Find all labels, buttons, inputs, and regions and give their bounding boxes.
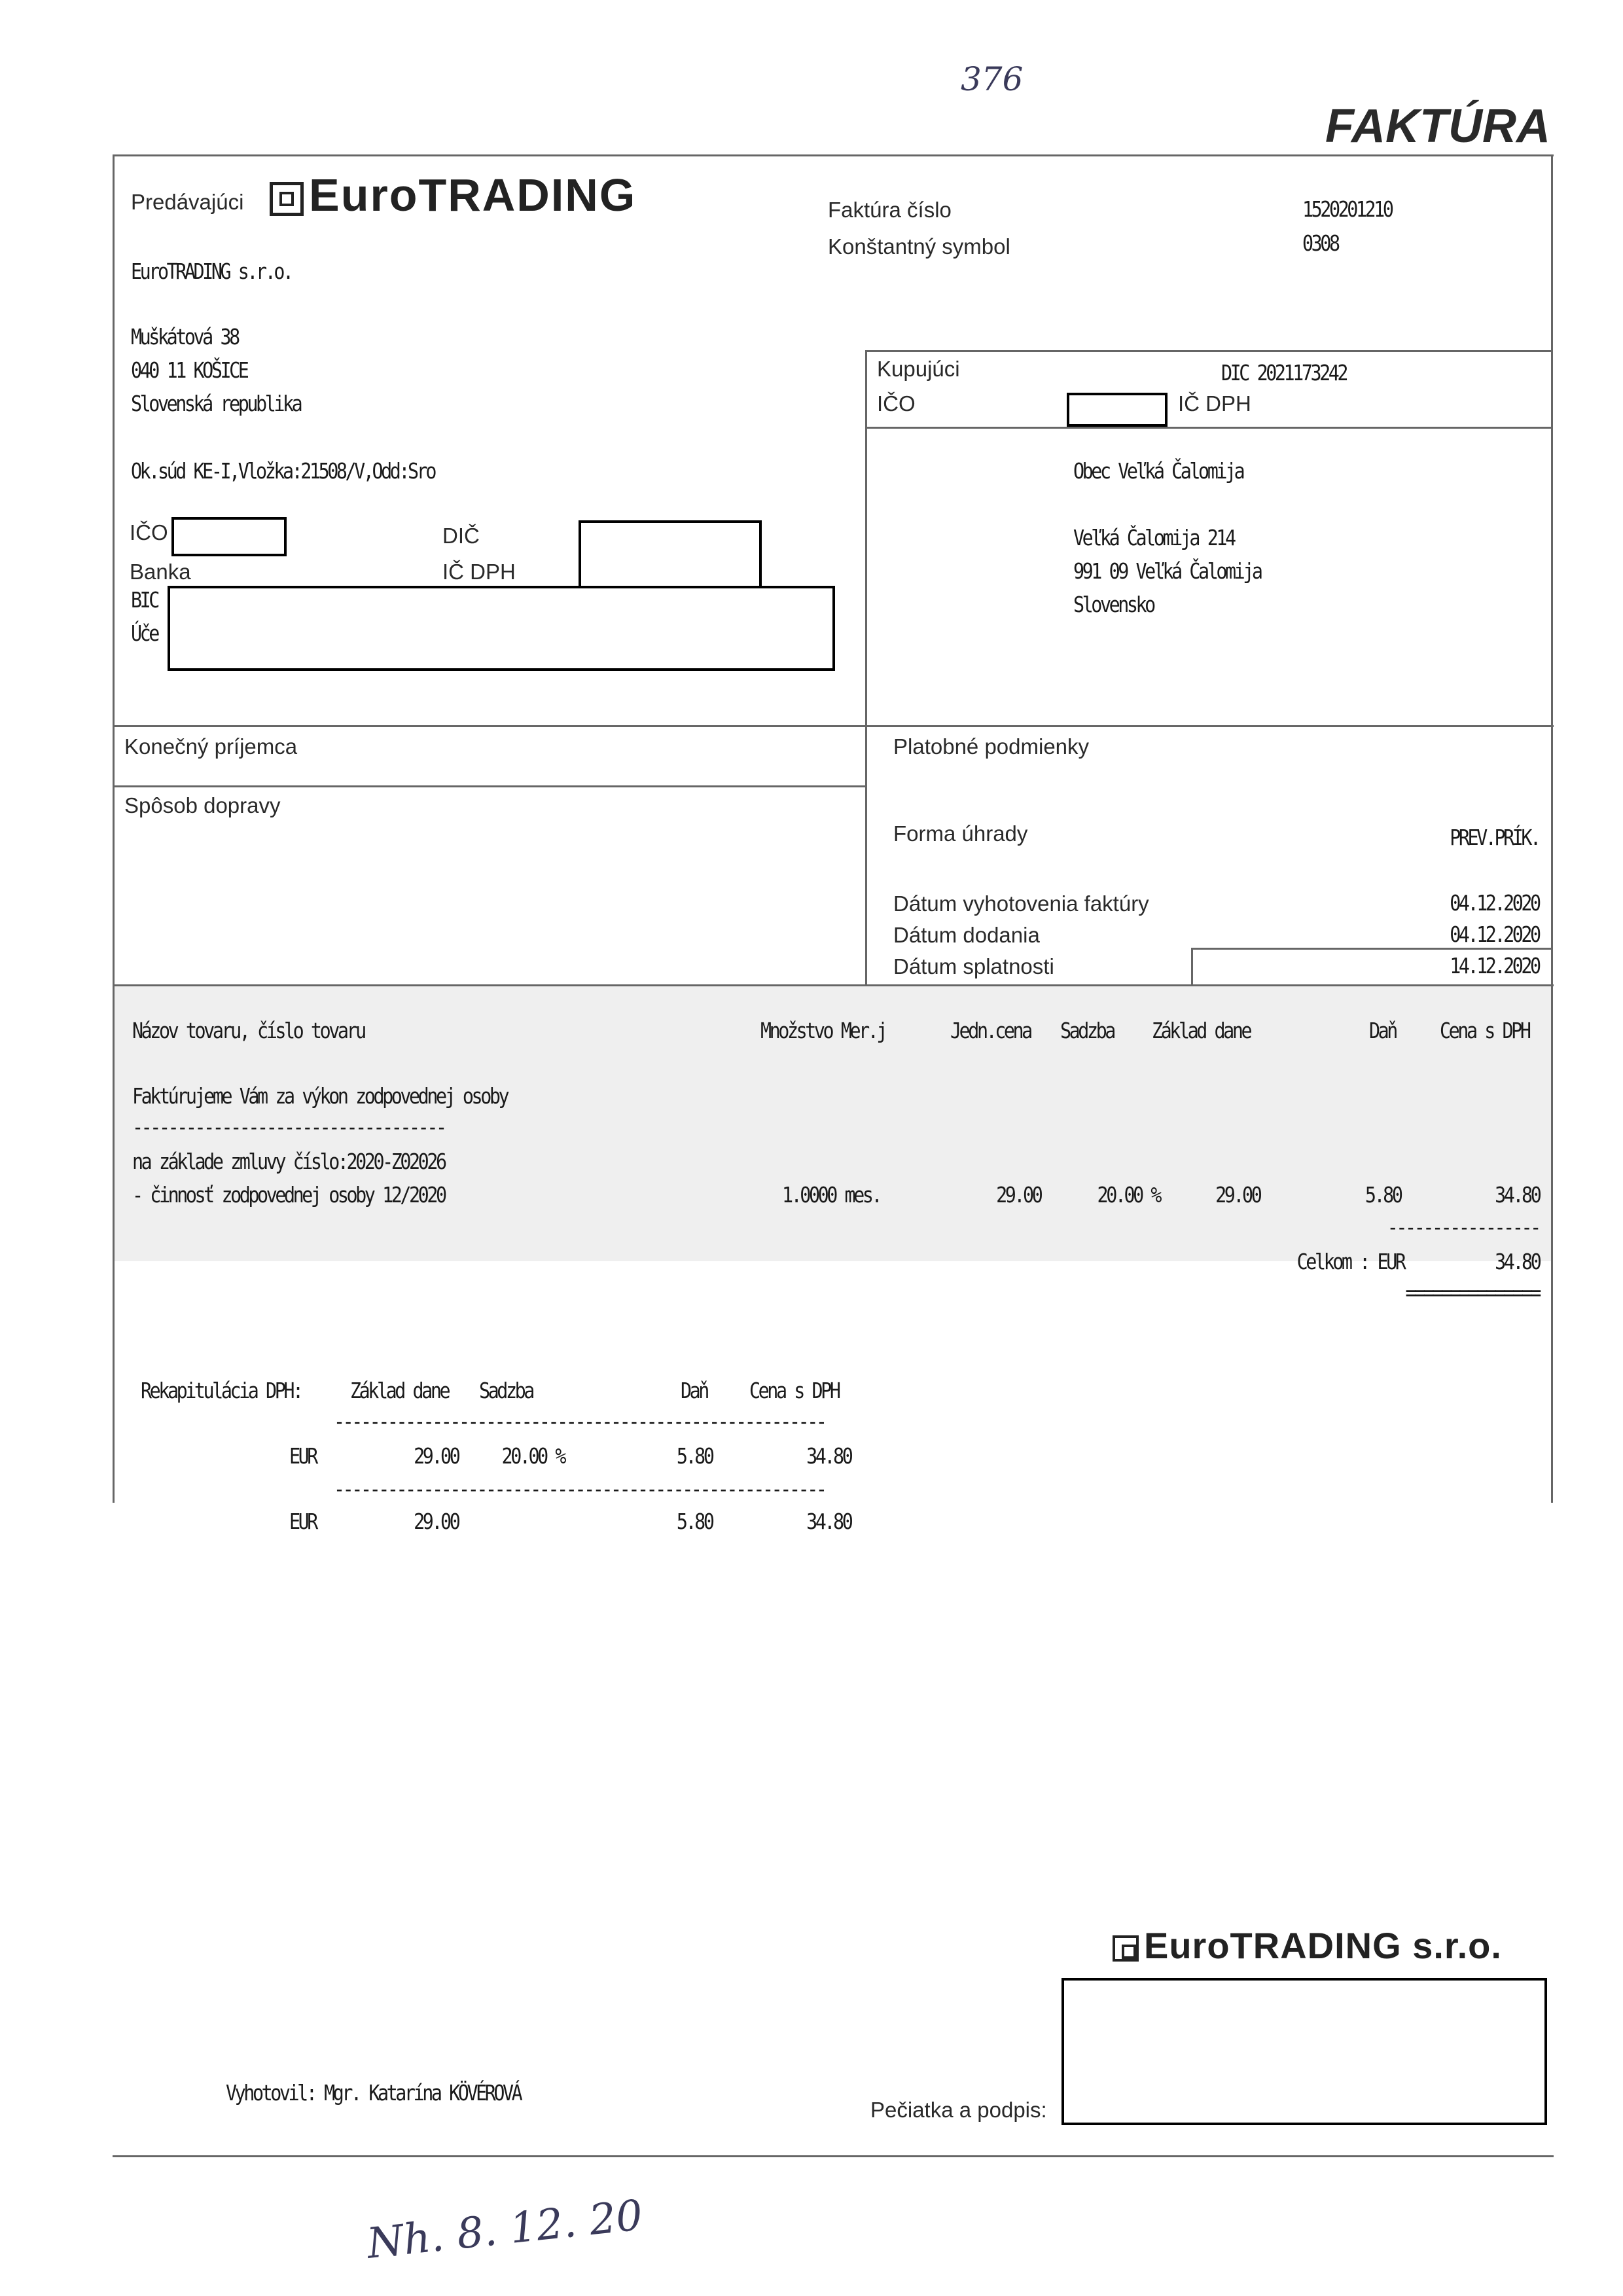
buyer-dic: DIC 2021173242 [1221,360,1347,386]
seller-dic-label: DIČ [442,524,480,548]
vat-recap-r1-base: 29.00 [413,1443,458,1469]
handwritten-note: Nh. 8. 12. 20 [365,2191,645,2269]
constant-symbol: 0308 [1302,230,1338,256]
item-qty: 1.0000 mes. [782,1182,881,1208]
payment-form: PREV.PRÍK. [1450,825,1539,850]
item-rate: 20.00 % [1097,1182,1160,1208]
seller-name: EuroTRADING s.r.o. [131,259,292,284]
seller-city: 040 11 KOŠICE [131,357,247,383]
vat-recap-r1-tax: 5.80 [676,1443,712,1469]
col-header-name: Názov tovaru, číslo tovaru [132,1018,365,1043]
item-total: 34.80 [1494,1182,1539,1208]
sum-value: 34.80 [1494,1249,1539,1274]
sum-label: Celkom : EUR [1296,1249,1404,1274]
vat-recap-r2-total: 34.80 [806,1509,851,1534]
col-header-unit-price: Jedn.cena [950,1018,1031,1043]
col-header-tax: Daň [1369,1018,1396,1043]
redacted-bank-account [168,586,835,671]
col-header-total: Cena s DPH [1440,1018,1529,1043]
vat-recap-r1-total: 34.80 [806,1443,851,1469]
item-line-contract: na základe zmluvy číslo:2020-Z02026 [132,1149,445,1174]
buyer-ico-label: IČO [877,391,916,416]
col-header-rate: Sadzba [1060,1018,1114,1043]
transport-method-label: Spôsob dopravy [124,793,281,817]
item-intro: Faktúrujeme Vám za výkon zodpovednej osoby [132,1083,508,1109]
stamp-logo-icon [1113,1935,1139,1962]
stamp-logo [1113,1924,1502,1967]
seller-logo [270,169,636,221]
constant-symbol-label: Konštantný symbol [828,234,1010,259]
delivery-date-label: Dátum dodania [893,923,1040,947]
vat-recap-header-total: Cena s DPH [749,1378,839,1403]
buyer-country: Slovensko [1073,592,1154,617]
seller-label: Predávajúci [131,190,244,214]
item-tax: 5.80 [1364,1182,1400,1208]
vat-recap-r1-rate: 20.00 % [501,1443,564,1469]
col-header-base: Základ dane [1152,1018,1251,1043]
sum-double-underline: =============== [1405,1280,1539,1305]
redacted-dic [579,520,762,590]
item-line-description: - činnosť zodpovednej osoby 12/2020 [132,1182,445,1208]
vat-recap-header-base: Základ dane [350,1378,449,1403]
vat-recap-label: Rekapitulácia DPH: [141,1378,302,1403]
redacted-buyer-ico [1067,393,1168,427]
vat-recap-header-rate: Sadzba [479,1378,533,1403]
due-date-label: Dátum splatnosti [893,954,1054,978]
document-title: FAKTÚRA [1325,100,1550,152]
due-date: 14.12.2020 [1450,953,1539,978]
seller-ico-label: IČO [130,520,168,545]
buyer-label: Kupujúci [877,357,960,381]
item-unit-price: 29.00 [995,1182,1041,1208]
vat-recap-dashes-1: ------------------------------------------------------- [334,1408,825,1434]
eurotrading-logo-icon [270,182,304,216]
issue-date-label: Dátum vyhotovenia faktúry [893,891,1149,916]
seller-bic-label: BIC [131,587,158,613]
seller-street: Muškátová 38 [131,324,238,350]
stamp-signature-label: Pečiatka a podpis: [870,2098,1047,2122]
final-recipient-label: Konečný príjemca [124,734,298,759]
buyer-name: Obec Veľká Čalomija [1073,458,1243,484]
seller-logo-text: EuroTRADING [309,170,637,221]
sum-dashes: ----------------- [1387,1214,1539,1240]
seller-country: Slovenská republika [131,391,301,416]
col-header-qty: Množstvo Mer.j [760,1018,886,1043]
issue-date: 04.12.2020 [1450,890,1539,916]
invoice-number-label: Faktúra číslo [828,198,952,222]
handwritten-number: 376 [961,60,1024,98]
vat-recap-r2-tax: 5.80 [676,1509,712,1534]
vat-recap-dashes-2: ------------------------------------------------------- [334,1476,825,1501]
stamp-logo-text: EuroTRADING s.r.o. [1144,1925,1502,1966]
redacted-ico [171,517,287,556]
vat-recap-r2-currency: EUR [289,1509,316,1534]
item-intro-underline: ----------------------------------- [132,1114,445,1139]
seller-account-label: Úče [131,620,158,646]
redacted-stamp-signature [1061,1978,1547,2125]
vat-recap-r1-currency: EUR [289,1443,316,1469]
delivery-date: 04.12.2020 [1450,922,1539,947]
payment-conditions-label: Platobné podmienky [893,734,1090,759]
buyer-street: Veľká Čalomija 214 [1073,525,1234,550]
seller-bank-label: Banka [130,560,191,584]
payment-form-label: Forma úhrady [893,821,1028,846]
seller-court-registration: Ok.súd KE-I,Vložka:21508/V,Odd:Sro [131,458,435,484]
seller-icdph-label: IČ DPH [442,560,516,584]
buyer-icdph-label: IČ DPH [1178,391,1251,416]
buyer-city: 991 09 Veľká Čalomija [1073,558,1261,584]
item-base: 29.00 [1215,1182,1260,1208]
invoice-number: 1520201210 [1302,196,1392,222]
vat-recap-r2-base: 29.00 [413,1509,458,1534]
prepared-by: Vyhotovil: Mgr. Katarína KÖVÉROVÁ [226,2080,521,2106]
vat-recap-header-tax: Daň [681,1378,707,1403]
